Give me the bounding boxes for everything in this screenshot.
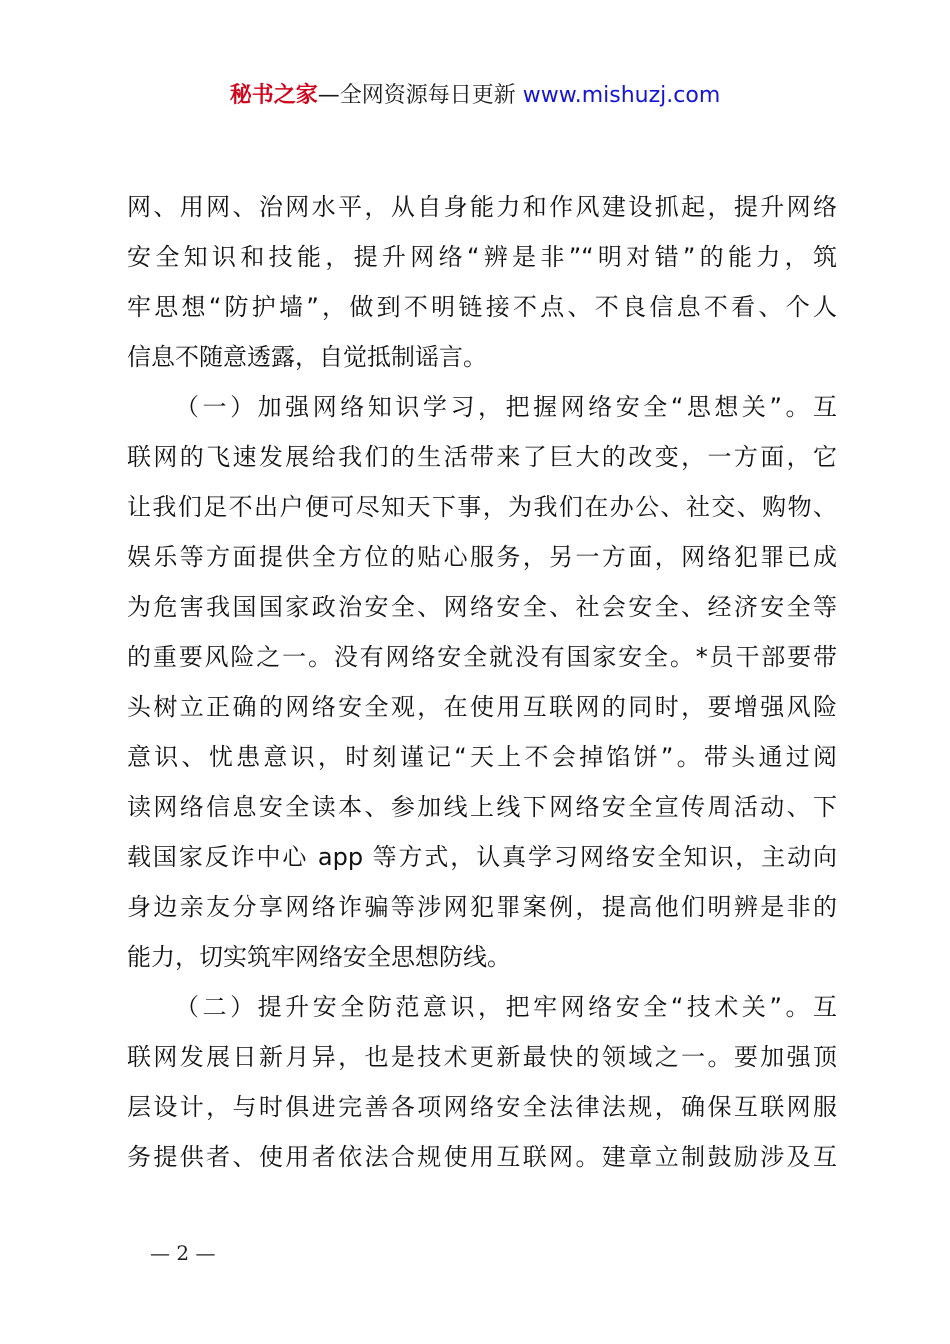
text-line: 联网发展日新月异，也是技术更新最快的领域之一。要加强顶 bbox=[127, 1043, 837, 1071]
document-body bbox=[127, 182, 837, 1182]
section-heading-line: （一）加强网络知识学习，把握网络安全“思想关”。互 bbox=[175, 393, 837, 421]
text-line: 载国家反诈中心 app 等方式，认真学习网络安全知识，主动向 bbox=[127, 843, 837, 871]
site-url-link[interactable]: www.mishuzj.com bbox=[522, 83, 721, 108]
text-line: 娱乐等方面提供全方位的贴心服务，另一方面，网络犯罪已成 bbox=[127, 543, 837, 571]
text-line: 牢思想“防护墙”，做到不明链接不点、不良信息不看、个人 bbox=[127, 293, 837, 321]
text-line: 层设计，与时俱进完善各项网络安全法律法规，确保互联网服 bbox=[127, 1093, 837, 1121]
text-line: 安全知识和技能，提升网络“辨是非”“明对错”的能力，筑 bbox=[127, 243, 837, 271]
text-line: 信息不随意透露，自觉抵制谣言。 bbox=[127, 343, 487, 371]
text-line: 头树立正确的网络安全观，在使用互联网的同时，要增强风险 bbox=[127, 693, 837, 721]
text-line: 联网的飞速发展给我们的生活带来了巨大的改变，一方面，它 bbox=[127, 443, 837, 471]
text-line: 务提供者、使用者依法合规使用互联网。建章立制鼓励涉及互 bbox=[127, 1143, 837, 1171]
text-line: 网、用网、治网水平，从自身能力和作风建设抓起，提升网络 bbox=[127, 193, 837, 221]
text-line: 的重要风险之一。没有网络安全就没有国家安全。*员干部要带 bbox=[127, 643, 837, 671]
text-line: 身边亲友分享网络诈骗等涉网犯罪案例，提高他们明辨是非的 bbox=[127, 893, 837, 921]
page-number: — 2 — bbox=[150, 1241, 216, 1265]
text-line: 让我们足不出户便可尽知天下事，为我们在办公、社交、购物、 bbox=[127, 493, 837, 521]
text-line: 能力，切实筑牢网络安全思想防线。 bbox=[127, 943, 511, 971]
brand-name: 秘书之家 bbox=[229, 83, 318, 108]
text-line: 读网络信息安全读本、参加线上线下网络安全宣传周活动、下 bbox=[127, 793, 837, 821]
header-tagline: —全网资源每日更新 bbox=[317, 83, 516, 108]
text-line: 意识、忧患意识，时刻谨记“天上不会掉馅饼”。带头通过阅 bbox=[127, 743, 837, 771]
page-header bbox=[0, 80, 950, 112]
text-line: 为危害我国国家政治安全、网络安全、社会安全、经济安全等 bbox=[127, 593, 837, 621]
section-heading-line: （二）提升安全防范意识，把牢网络安全“技术关”。互 bbox=[175, 993, 837, 1021]
